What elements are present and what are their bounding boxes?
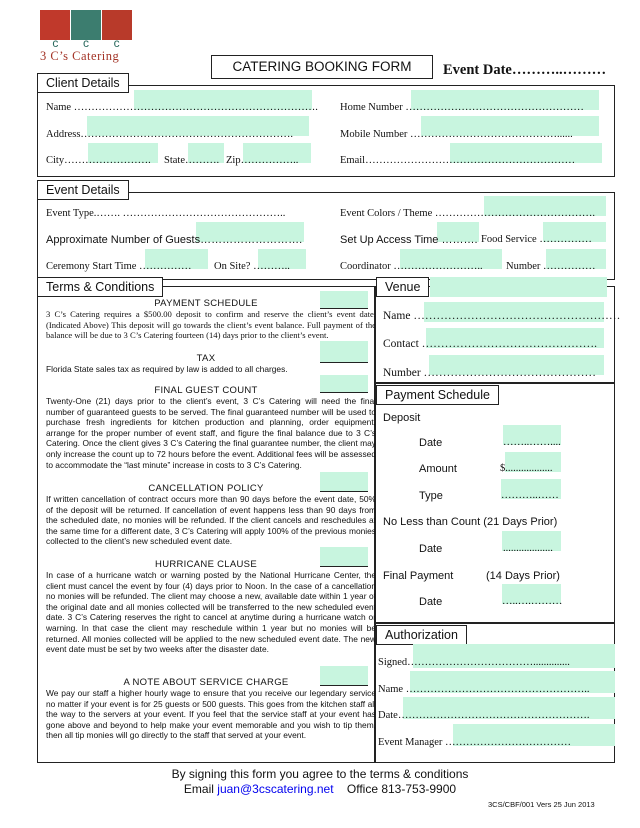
client-email-label: Email……………………………………………………	[340, 155, 576, 166]
client-city-label: City…………………….	[46, 155, 151, 166]
final-date-label: Date	[419, 596, 443, 608]
client-state-label: State……….	[164, 155, 220, 166]
venue-contact-label: Contact ……………………………………….	[383, 338, 598, 350]
cancellation-title: CANCELLATION POLICY	[148, 483, 264, 494]
client-address-label: Address…………………………………………………….	[46, 129, 294, 140]
logo-name: 3 C’s Catering	[40, 49, 120, 63]
contact-line	[0, 782, 640, 796]
service-charge-title: A NOTE ABOUT SERVICE CHARGE	[123, 677, 289, 688]
deposit-amount-value: $..................	[500, 463, 553, 474]
form-title: CATERING BOOKING FORM	[211, 55, 433, 79]
deposit-date-value: ……..……....	[503, 437, 561, 448]
client-details-header: Client Details	[37, 73, 129, 93]
tax-text: Florida State sales tax as required by law is added to all charges.	[46, 364, 288, 374]
final-date-value: …..….………	[502, 596, 563, 607]
authorization-header: Authorization	[376, 625, 467, 645]
agree-statement: By signing this form you agree to the terms & conditions	[171, 767, 469, 781]
venue-number-label: Number ………………………………………	[383, 367, 597, 379]
event-onsite-label: On Site? ………..	[214, 261, 290, 272]
auth-name-label: Name ……………………………………………..	[378, 684, 590, 695]
count-date-label: Date	[419, 543, 443, 555]
logo-letter: c	[113, 36, 120, 50]
logo-letter: c	[82, 36, 89, 50]
final-payment-label: Final Payment	[383, 570, 454, 582]
client-mobile-label: Mobile Number ……………………………………......	[340, 129, 573, 140]
no-less-than-count-label: No Less than Count (21 Days Prior)	[383, 516, 558, 528]
client-home-label: Home Number ……………………………………………	[340, 102, 584, 113]
email-label: Email	[183, 782, 214, 796]
final-payment-days: (14 Days Prior)	[486, 570, 560, 582]
event-setup-label: Set Up Access Time ……….	[340, 234, 478, 246]
event-coordinator-label: Coordinator ……………………..	[340, 261, 483, 272]
form-version: 3CS/CBF/001 Vers 25 Jun 2013	[488, 800, 595, 809]
event-type-label: Event Type.……. ………………………………………..	[46, 208, 286, 219]
final-guest-count-text: Twenty-One (21) days prior to the client’s event, 3 C’s Catering will need the final number of guaranteed guests to be served. The final guaranteed number will be used to purchase fresh ingredients for kitchen production and planning, order equipment, arrange for the proper number of event staff, and figure the final balance due to 3 C’s Catering. Once the client gives 3 C’s Catering the final guarantee number, the client may only increase the count up to 72 hours before the event. Additional fees will be assessed to accommodate the “last minute” increase in costs to 3 C’s Catering.	[46, 396, 376, 470]
hurricane-text: In case of a hurricane watch or warning posted by the National Hurricane Center, the client must cancel the event by four (4) days prior to Noon. In the case of a cancellation no monies will be refunded. The client may choose a new, available date within 1 year of the original date and all monies collected will be transferred to the new scheduled event date. 3 C’s Catering reserves the right to cancel at anytime during a hurricane watch or warning. In that case the client may reschedule within 1 year but no monies will be returned. All monies collected will be applied to the new scheduled event date. The new event date must be set by two weeks after the disaster date.	[46, 570, 376, 655]
auth-manager-label: Event Manager ………………………………	[378, 737, 572, 748]
event-colors-label: Event Colors / Theme ……………………………………….	[340, 208, 595, 219]
venue-name-label: Name ………………………………………………	[383, 310, 621, 322]
event-ceremony-label: Ceremony Start Time ……………	[46, 261, 192, 272]
client-name-label: Name …………………………………………………………….	[46, 102, 318, 113]
tax-title: TAX	[196, 353, 216, 364]
email-link[interactable]: juan@3cscatering.net	[217, 782, 334, 796]
event-details-header: Event Details	[37, 180, 129, 200]
logo-letter: c	[52, 36, 59, 50]
event-guests-label: Approximate Number of Guests……………………….	[46, 234, 303, 246]
count-date-value: ...................	[503, 543, 553, 554]
deposit-type-value: ………..……	[501, 490, 559, 501]
deposit-date-label: Date	[419, 437, 443, 449]
event-date-label[interactable]: Event Date………..………	[443, 62, 607, 78]
deposit-amount-label: Amount	[419, 463, 457, 475]
cancellation-text: If written cancellation of contract occurs more than 90 days before the event date, 50% of the deposit will be returned. If cancellation of event happens less than 90 days from the scheduled date, no monies will be refunded. If the client cancels and reschedules at the same time for a different date, 3 C’s Catering will apply 100% of the previous monies collected to the client’s new scheduled event date.	[46, 494, 376, 547]
hurricane-title: HURRICANE CLAUSE	[155, 559, 257, 570]
client-zip-label: Zip……………..	[226, 155, 299, 166]
venue-header: Venue	[376, 277, 429, 297]
deposit-label: Deposit	[383, 412, 421, 424]
payment-schedule-header: Payment Schedule	[376, 385, 499, 405]
auth-date-label: Date……………………………………………….	[378, 710, 590, 721]
event-number-label: Number ……………	[506, 261, 596, 272]
event-food-label: Food Service ……………	[481, 234, 592, 245]
final-guest-count-title: FINAL GUEST COUNT	[154, 385, 258, 396]
venue-title-field[interactable]	[430, 277, 607, 297]
office-phone: Office 813-753-9900	[346, 782, 457, 796]
payment-schedule-text: 3 C’s Catering requires a $500.00 deposit to confirm and reserve the client’s event date. (Indicated Above) This deposit will go towards the client’s event balance. Full payment of the balance will be due to 3 C’s Catering fourteen (14) days prior to the client’s event.	[46, 309, 376, 341]
payment-schedule-title: PAYMENT SCHEDULE	[154, 298, 258, 309]
terms-header: Terms & Conditions	[37, 277, 163, 297]
service-charge-text: We pay our staff a higher hourly wage to ensure that you receive our legendary service no matter if your event is for 25 guests or 500 guests. This goes from the kitchen staff all the way to the servers at your event. If you feel that the service staff at your event has gone above and beyond to help make your event memorable and you wish to tip them, then all tip monies will go directly to the staff that served at your event.	[46, 688, 376, 741]
deposit-type-label: Type	[419, 490, 443, 502]
auth-signed-label: Signed………………………………..............	[378, 657, 570, 668]
